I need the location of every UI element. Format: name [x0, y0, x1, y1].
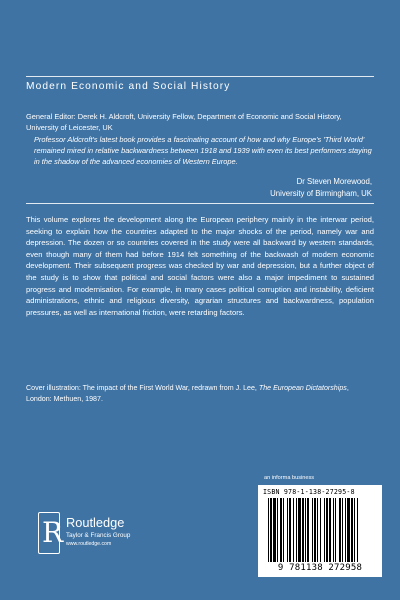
isbn-label: ISBN 978-1-138-27295-8: [263, 488, 355, 496]
caption-suffix: , London: Methuen, 1987.: [26, 384, 349, 403]
barcode-bar: [289, 498, 291, 562]
routledge-r-icon: [38, 512, 64, 554]
informa-tagline: an informa business: [264, 475, 315, 481]
series-title: Modern Economic and Social History: [26, 81, 231, 92]
isbn-digits: 9 781138 272958: [277, 563, 363, 573]
barcode-bar: [342, 498, 343, 562]
barcode-bar: [354, 498, 355, 562]
quote-attribution: [270, 176, 372, 200]
barcode-icon: [268, 498, 372, 562]
logo-mark-letter: R: [42, 516, 64, 549]
barcode-bar: [302, 498, 304, 562]
publisher-group: Taylor & Francis Group: [66, 532, 131, 539]
barcode-bar: [357, 498, 358, 562]
general-editor-note: General Editor: Derek H. Aldcroft, University Fellow, Department of Economic and Social History, University of Leicester, UK: [26, 112, 342, 132]
quote-affiliation: University of Birmingham, UK: [270, 189, 372, 198]
caption-book-title: The European Dictatorships: [258, 384, 347, 392]
publisher-name: Routledge: [66, 515, 125, 530]
barcode-bar: [277, 498, 278, 562]
barcode-bar: [280, 498, 282, 562]
barcode-bar: [345, 498, 346, 562]
barcode-bar: [293, 498, 294, 562]
barcode-bar: [287, 498, 288, 562]
barcode-bar: [317, 498, 318, 562]
barcode-bar: [312, 498, 313, 562]
barcode-bar: [273, 498, 276, 562]
barcode-bar: [347, 498, 350, 562]
publisher-wordmark: [66, 516, 130, 547]
barcode-panel: [258, 485, 382, 577]
barcode-bar: [339, 498, 341, 562]
barcode-bar: [320, 498, 321, 562]
barcode-bar: [307, 498, 309, 562]
barcode-bar: [351, 498, 353, 562]
cover-caption: [26, 383, 374, 405]
barcode-bar: [270, 498, 272, 562]
quote-author: Dr Steven Morewood,: [296, 177, 372, 186]
barcode-bar: [333, 498, 334, 562]
book-description: This volume explores the development along the European periphery mainly in the interwar period, seeking to explain how the countries adapted to the major shocks of the period, namely war and depression. The dozen or so countries covered in the study were all backward by western standards, even though many of them had before 1914 felt something of the backwash of modern economic development. Their subsequent progress was checked by war and depression, but a further object of the study is to show that political and social factors were also a major impediment to sustained progress and modernisation. For example, in many cases political corruption and instability, deficient administrations, ethnic and religious diversity, agrarian structures and backwardness, population pressures, as well as international friction, were retarding factors.: [26, 215, 374, 317]
barcode-bar: [298, 498, 301, 562]
publisher-logo: [30, 512, 130, 572]
top-rule: [26, 76, 374, 77]
barcode-bar: [324, 498, 325, 562]
caption-prefix: Cover illustration: The impact of the First World War, redrawn from J. Lee,: [26, 384, 259, 392]
barcode-bar: [305, 498, 306, 562]
review-quote: Professor Aldcroft's latest book provides a fascinating account of how and why Europe's 'Third World' remained mired in relative backwardness between 1918 and 1939 with even its best performers staying in the shadow of the advanced economies of Western Europe.: [34, 135, 372, 166]
barcode-bar: [283, 498, 284, 562]
divider-rule: [26, 203, 374, 204]
barcode-bar: [329, 498, 331, 562]
barcode-bar: [268, 498, 269, 562]
publisher-url: www.routledge.com: [66, 541, 112, 547]
barcode-bar: [314, 498, 316, 562]
barcode-bar: [296, 498, 297, 562]
barcode-bar: [335, 498, 336, 562]
barcode-bar: [326, 498, 328, 562]
